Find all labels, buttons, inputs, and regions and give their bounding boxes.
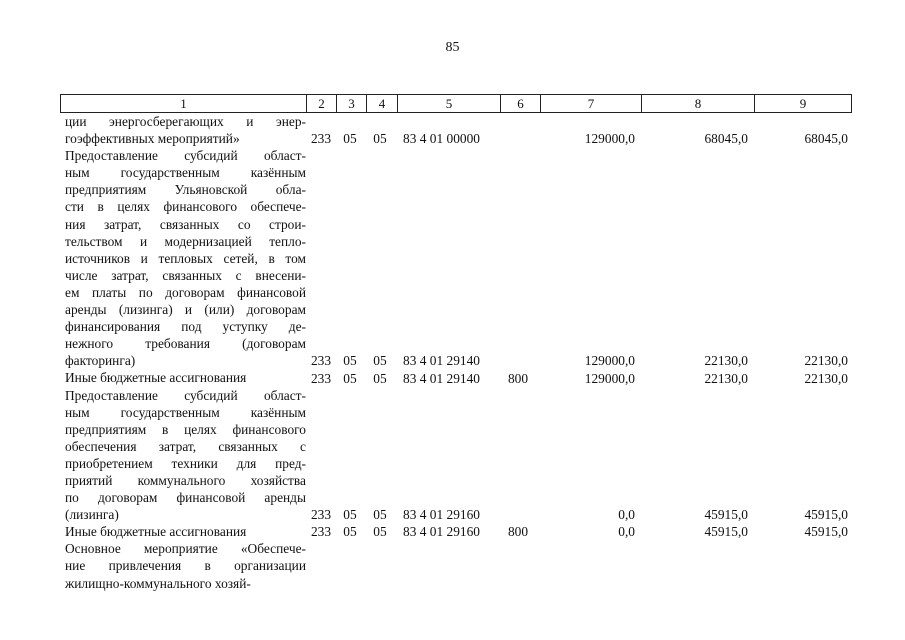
cell-c3: 05 xyxy=(343,131,357,147)
table-row xyxy=(60,387,852,524)
cell-c2: 233 xyxy=(310,507,332,523)
cell-c4: 05 xyxy=(373,131,387,147)
header-col-3: 3 xyxy=(336,95,366,112)
table-row xyxy=(60,523,852,540)
cell-c7: 0,0 xyxy=(618,507,635,523)
cell-c8: 22130,0 xyxy=(704,370,748,386)
description-line: Основное мероприятие «Обеспече- xyxy=(65,541,306,557)
header-col-1: 1 xyxy=(180,96,187,111)
cell-c5: 83 4 01 00000 xyxy=(403,131,480,147)
row-values xyxy=(60,523,852,540)
description-line: Иные бюджетные ассигнования xyxy=(65,524,247,540)
description-line: Иные бюджетные ассигнования xyxy=(65,370,247,386)
cell-c2: 233 xyxy=(310,524,332,540)
description-line: Предоставление субсидий област- xyxy=(65,148,306,164)
table-body xyxy=(60,113,852,592)
cell-c2: 233 xyxy=(310,353,332,369)
row-description xyxy=(60,387,306,524)
description-line: нежного требования (договорам xyxy=(65,336,306,352)
cell-c7: 0,0 xyxy=(618,524,635,540)
cell-c7: 129000,0 xyxy=(584,370,635,386)
cell-c3: 05 xyxy=(343,524,357,540)
cell-c8: 22130,0 xyxy=(704,353,748,369)
table-row xyxy=(60,369,852,386)
description-line: ции энергосберегающих и энер- xyxy=(65,114,306,129)
page-number: 85 xyxy=(445,40,460,55)
description-line: сти в целях финансового обеспече- xyxy=(65,199,306,215)
table-row xyxy=(60,540,852,591)
header-col-4: 4 xyxy=(366,95,397,112)
description-line: аренды (лизинга) и (или) договорам xyxy=(65,302,306,318)
cell-c5: 83 4 01 29160 xyxy=(403,507,480,523)
header-col-5: 5 xyxy=(397,95,500,112)
description-line: ние привлечения в организации xyxy=(65,558,306,574)
cell-c9: 68045,0 xyxy=(804,131,848,147)
cell-c7: 129000,0 xyxy=(584,353,635,369)
row-values xyxy=(60,370,852,387)
row-values xyxy=(60,506,852,523)
cell-c9: 22130,0 xyxy=(804,353,848,369)
table-header xyxy=(60,94,852,113)
cell-c8: 45915,0 xyxy=(704,507,748,523)
row-values xyxy=(60,130,852,147)
cell-c9: 45915,0 xyxy=(804,524,848,540)
description-line: (лизинга) xyxy=(65,507,119,523)
cell-c4: 05 xyxy=(373,370,387,386)
table-row xyxy=(60,113,852,147)
cell-c4: 05 xyxy=(373,507,387,523)
cell-c4: 05 xyxy=(373,524,387,540)
cell-c5: 83 4 01 29140 xyxy=(403,370,480,386)
description-line: предприятиям в целях финансового xyxy=(65,421,306,437)
description-line: тельством и модернизацией тепло- xyxy=(65,233,306,249)
description-line: предприятиям Ульяновской обла- xyxy=(65,182,306,198)
cell-c5: 83 4 01 29160 xyxy=(403,524,480,540)
cell-c6: 800 xyxy=(507,370,529,386)
header-col-6: 6 xyxy=(500,95,540,112)
description-line: приятий коммунального хозяйства xyxy=(65,472,306,488)
cell-c4: 05 xyxy=(373,353,387,369)
description-line: Предоставление субсидий област- xyxy=(65,387,306,403)
cell-c9: 22130,0 xyxy=(804,370,848,386)
cell-c5: 83 4 01 29140 xyxy=(403,353,480,369)
description-line: жилищно-коммунального хозяй- xyxy=(65,575,251,591)
cell-c3: 05 xyxy=(343,353,357,369)
description-line: источников и тепловых сетей, в том xyxy=(65,250,306,266)
cell-c7: 129000,0 xyxy=(584,131,635,147)
header-col-2: 2 xyxy=(306,95,336,112)
cell-c2: 233 xyxy=(310,370,332,386)
cell-c8: 68045,0 xyxy=(704,131,748,147)
cell-c2: 233 xyxy=(310,131,332,147)
description-line: числе затрат, связанных с внесени- xyxy=(65,267,306,283)
header-col-7: 7 xyxy=(540,95,641,112)
description-line: ным государственным казённым xyxy=(65,404,306,420)
header-col-9: 9 xyxy=(754,95,851,112)
description-line: обеспечения затрат, связанных с xyxy=(65,438,306,454)
row-values xyxy=(60,575,852,592)
cell-c3: 05 xyxy=(343,370,357,386)
cell-c3: 05 xyxy=(343,507,357,523)
description-line: ным государственным казённым xyxy=(65,165,306,181)
description-line: ем платы по договорам финансовой xyxy=(65,284,306,300)
cell-c9: 45915,0 xyxy=(804,507,848,523)
description-line: гоэффективных мероприятий» xyxy=(65,131,240,147)
description-line: факторинга) xyxy=(65,353,136,369)
table-row xyxy=(60,147,852,369)
description-line: ния затрат, связанных со строи- xyxy=(65,216,306,232)
row-values xyxy=(60,352,852,369)
cell-c8: 45915,0 xyxy=(704,524,748,540)
cell-c6: 800 xyxy=(507,524,529,540)
description-line: приобретением техники для пред- xyxy=(65,455,306,471)
row-description xyxy=(60,147,306,369)
header-col-8: 8 xyxy=(641,95,754,112)
description-line: финансирования под уступку де- xyxy=(65,319,306,335)
description-line: по договорам финансовой аренды xyxy=(65,490,306,506)
